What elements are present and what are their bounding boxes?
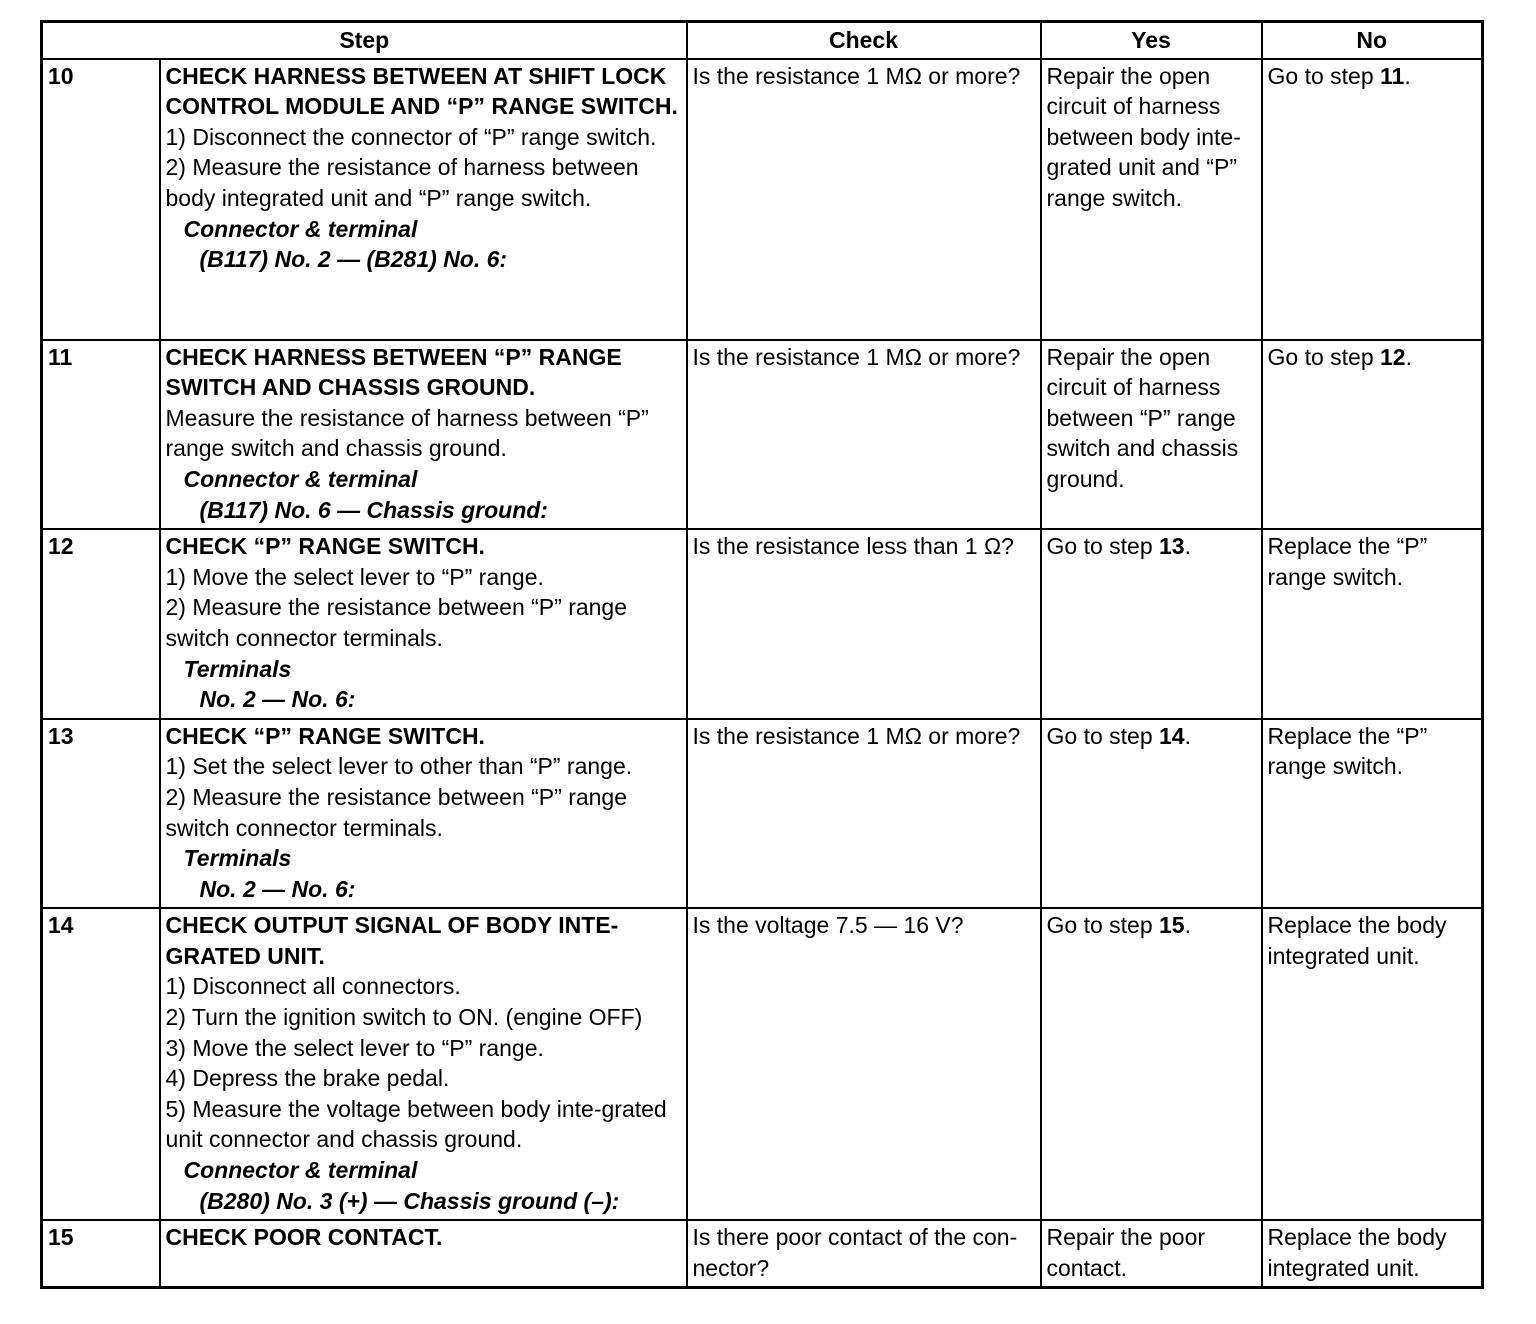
step-instruction: 2) Measure the resistance between “P” range switch connector terminals.: [165, 783, 628, 841]
yes-text: Go to step: [1046, 912, 1160, 939]
table-row-step-14: [42, 908, 1483, 1220]
table-row-step-10: [42, 59, 1483, 340]
step-number: 10: [42, 59, 160, 340]
connector-detail: (B280) No. 3 (+) — Chassis ground (–):: [199, 1187, 620, 1214]
step-description: [160, 529, 687, 719]
header-no: No: [1262, 22, 1483, 59]
yes-text: Go to step: [1046, 533, 1160, 560]
step-instruction: 4) Depress the brake pedal.: [165, 1065, 450, 1092]
terminals-detail: No. 2 — No. 6:: [199, 875, 356, 902]
step-description: [160, 59, 687, 340]
yes-step-ref: 15: [1159, 912, 1185, 939]
yes-cell: [1041, 908, 1262, 1220]
step-description: [160, 1220, 687, 1288]
step-instruction: 1) Set the select lever to other than “P” range.: [165, 753, 633, 780]
terminals-heading: Terminals: [183, 655, 292, 682]
no-cell: [1262, 340, 1483, 530]
step-description: [160, 340, 687, 530]
step-instruction: 1) Disconnect the connector of “P” range switch.: [165, 123, 657, 150]
connector-heading: Connector & terminal: [183, 465, 418, 492]
yes-cell: [1041, 529, 1262, 719]
connector-detail: (B117) No. 6 — Chassis ground:: [199, 496, 548, 523]
step-instruction: 3) Move the select lever to “P” range.: [165, 1034, 544, 1061]
no-text: Go to step: [1267, 343, 1381, 370]
terminals-heading: Terminals: [183, 845, 292, 872]
connector-heading: Connector & terminal: [183, 1157, 418, 1184]
step-instruction: 2) Measure the resistance between “P” range switch connector terminals.: [165, 594, 628, 651]
connector-detail: (B117) No. 2 — (B281) No. 6:: [199, 246, 508, 273]
header-yes: Yes: [1041, 22, 1262, 59]
check-cell: Is the voltage 7.5 — 16 V?: [687, 908, 1041, 1220]
step-number: 14: [42, 908, 160, 1220]
step-title: CHECK HARNESS BETWEEN AT SHIFT LOCK CONTROL MODULE AND “P” RANGE SWITCH.: [165, 62, 678, 120]
no-text: Go to step: [1267, 62, 1381, 89]
no-step-ref: 11: [1380, 62, 1405, 89]
no-suffix: .: [1405, 343, 1412, 370]
step-title: CHECK HARNESS BETWEEN “P” RANGE SWITCH AND CHASSIS GROUND.: [165, 343, 622, 401]
step-number: 12: [42, 529, 160, 719]
no-cell: Replace the body integrated unit.: [1262, 908, 1483, 1220]
table-row-step-13: [42, 719, 1483, 909]
no-step-ref: 12: [1380, 343, 1406, 370]
table-row-step-11: [42, 340, 1483, 530]
step-instruction: 2) Measure the resistance of harness between body integrated unit and “P” range switch.: [165, 154, 639, 211]
no-cell: Replace the “P” range switch.: [1262, 529, 1483, 719]
table-row-step-12: [42, 529, 1483, 719]
check-cell: Is there poor contact of the con-nector?: [687, 1220, 1041, 1288]
yes-text: Go to step: [1046, 722, 1160, 749]
connector-heading: Connector & terminal: [183, 215, 418, 242]
yes-suffix: .: [1184, 533, 1191, 560]
yes-cell: [1041, 719, 1262, 909]
step-number: 11: [42, 340, 160, 530]
no-cell: Replace the body integrated unit.: [1262, 1220, 1483, 1288]
table-row-step-15: [42, 1220, 1483, 1288]
no-suffix: .: [1404, 62, 1411, 89]
step-number: 13: [42, 719, 160, 909]
no-cell: Replace the “P” range switch.: [1262, 719, 1483, 909]
step-instruction: 1) Disconnect all connectors.: [165, 973, 461, 1000]
check-cell: Is the resistance 1 MΩ or more?: [687, 340, 1041, 530]
step-description: [160, 908, 687, 1220]
check-cell: Is the resistance 1 MΩ or more?: [687, 59, 1041, 340]
yes-step-ref: 13: [1159, 533, 1185, 560]
step-instruction: Measure the resistance of harness between “P” range switch and chassis ground.: [165, 404, 649, 462]
step-title: CHECK POOR CONTACT.: [165, 1224, 443, 1251]
header-row: [42, 22, 1483, 59]
yes-suffix: .: [1184, 912, 1191, 939]
yes-cell: Repair the poor contact.: [1041, 1220, 1262, 1288]
step-title: CHECK “P” RANGE SWITCH.: [165, 722, 485, 749]
check-cell: Is the resistance less than 1 Ω?: [687, 529, 1041, 719]
yes-cell: Repair the open circuit of harness between “P” range switch and chassis ground.: [1041, 340, 1262, 530]
no-cell: [1262, 59, 1483, 340]
step-instruction: 5) Measure the voltage between body inte-grated unit connector and chassis ground.: [165, 1095, 667, 1153]
step-title: CHECK “P” RANGE SWITCH.: [165, 533, 485, 560]
diagnostic-table: [40, 20, 1484, 1289]
check-cell: Is the resistance 1 MΩ or more?: [687, 719, 1041, 909]
header-check: Check: [687, 22, 1041, 59]
step-instruction: 2) Turn the ignition switch to ON. (engine OFF): [165, 1004, 643, 1031]
step-instruction: 1) Move the select lever to “P” range.: [165, 563, 544, 590]
header-step: Step: [42, 22, 687, 59]
yes-step-ref: 14: [1159, 722, 1185, 749]
terminals-detail: No. 2 — No. 6:: [199, 686, 356, 713]
yes-suffix: .: [1184, 722, 1191, 749]
step-description: [160, 719, 687, 909]
step-number: 15: [42, 1220, 160, 1288]
yes-cell: Repair the open circuit of harness between body inte-grated unit and “P” range switch.: [1041, 59, 1262, 340]
step-title: CHECK OUTPUT SIGNAL OF BODY INTE-GRATED UNIT.: [165, 912, 619, 969]
